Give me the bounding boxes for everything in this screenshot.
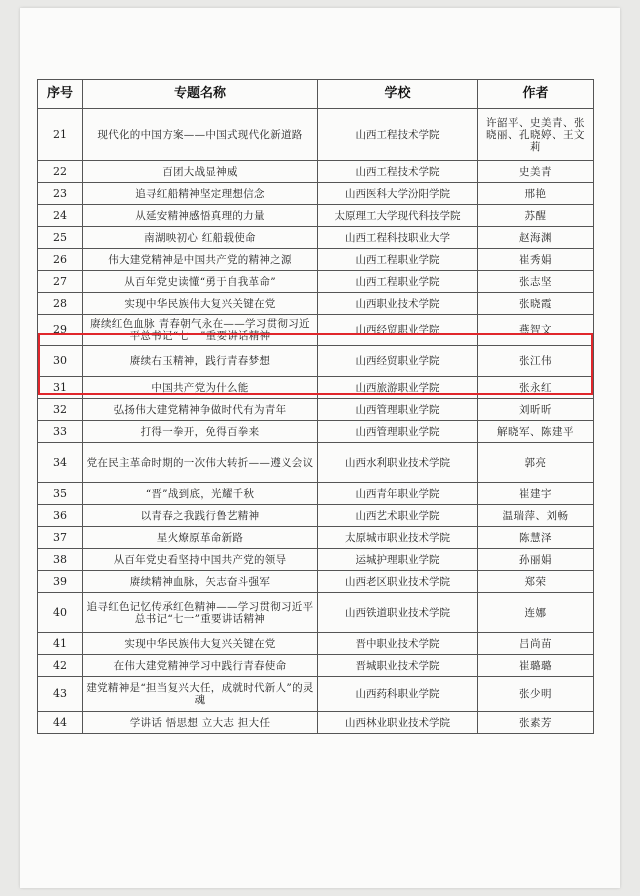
cell-no: 27 — [38, 271, 83, 293]
cell-no: 29 — [38, 315, 83, 346]
cell-topic: 百团大战显神威 — [83, 161, 318, 183]
cell-topic: 追寻红船精神坚定理想信念 — [83, 183, 318, 205]
cell-author: 崔建宇 — [478, 483, 594, 505]
cell-no: 33 — [38, 421, 83, 443]
cell-no: 38 — [38, 549, 83, 571]
cell-author: 陈慧泽 — [478, 527, 594, 549]
cell-author: 张晓霞 — [478, 293, 594, 315]
cell-school: 山西工程技术学院 — [318, 161, 478, 183]
cell-author: 张少明 — [478, 677, 594, 712]
cell-no: 26 — [38, 249, 83, 271]
cell-author: 郭亮 — [478, 443, 594, 483]
cell-school: 山西工程技术学院 — [318, 109, 478, 161]
cell-author: 崔秀娟 — [478, 249, 594, 271]
cell-school: 山西艺术职业学院 — [318, 505, 478, 527]
table-row — [38, 205, 594, 227]
table-header-row — [38, 80, 594, 109]
table-row — [38, 227, 594, 249]
cell-author: 许韶平、史美青、张晓丽、孔晓婷、王文莉 — [478, 109, 594, 161]
cell-author: 孙丽娟 — [478, 549, 594, 571]
cell-topic: 学讲话 悟思想 立大志 担大任 — [83, 712, 318, 734]
table-row — [38, 161, 594, 183]
cell-no: 41 — [38, 633, 83, 655]
cell-author: 温瑞萍、刘畅 — [478, 505, 594, 527]
cell-no: 31 — [38, 377, 83, 399]
cell-school: 山西管理职业学院 — [318, 399, 478, 421]
header-no: 序号 — [38, 80, 83, 109]
cell-school: 山西工程职业学院 — [318, 249, 478, 271]
cell-school: 晋城职业技术学院 — [318, 655, 478, 677]
cell-topic: 从百年党史看坚持中国共产党的领导 — [83, 549, 318, 571]
topic-table — [37, 79, 594, 734]
cell-topic: 以青春之我践行鲁艺精神 — [83, 505, 318, 527]
table-row — [38, 315, 594, 346]
table-row — [38, 377, 594, 399]
cell-no: 30 — [38, 346, 83, 377]
cell-school: 山西经贸职业学院 — [318, 346, 478, 377]
cell-school: 太原理工大学现代科技学院 — [318, 205, 478, 227]
table-row — [38, 483, 594, 505]
cell-author: 连娜 — [478, 593, 594, 633]
table-row — [38, 712, 594, 734]
cell-school: 山西水利职业技术学院 — [318, 443, 478, 483]
cell-author: 赵海渊 — [478, 227, 594, 249]
cell-topic: 赓续精神血脉，矢志奋斗强军 — [83, 571, 318, 593]
cell-author: 郑荣 — [478, 571, 594, 593]
cell-school: 山西管理职业学院 — [318, 421, 478, 443]
cell-school: 山西铁道职业技术学院 — [318, 593, 478, 633]
cell-no: 40 — [38, 593, 83, 633]
cell-author: 吕尚苗 — [478, 633, 594, 655]
cell-author: 张素芳 — [478, 712, 594, 734]
cell-topic: 星火燎原革命新路 — [83, 527, 318, 549]
cell-author: 刘昕昕 — [478, 399, 594, 421]
cell-topic: 弘扬伟大建党精神争做时代有为青年 — [83, 399, 318, 421]
cell-topic: 中国共产党为什么能 — [83, 377, 318, 399]
cell-topic: 南湖映初心 红船载使命 — [83, 227, 318, 249]
cell-topic: 实现中华民族伟大复兴关键在党 — [83, 633, 318, 655]
cell-topic: 从百年党史读懂“勇于自我革命” — [83, 271, 318, 293]
cell-no: 42 — [38, 655, 83, 677]
cell-topic: 伟大建党精神是中国共产党的精神之源 — [83, 249, 318, 271]
cell-author: 邢艳 — [478, 183, 594, 205]
table-row — [38, 633, 594, 655]
table-row — [38, 655, 594, 677]
table-row — [38, 293, 594, 315]
cell-school: 山西工程职业学院 — [318, 271, 478, 293]
table-row — [38, 399, 594, 421]
table-row — [38, 271, 594, 293]
cell-no: 23 — [38, 183, 83, 205]
cell-no: 43 — [38, 677, 83, 712]
cell-topic: 赓续红色血脉 青春朝气永在——学习贯彻习近平总书记“七一”重要讲话精神 — [83, 315, 318, 346]
cell-author: 解晓军、陈建平 — [478, 421, 594, 443]
cell-author: 崔璐璐 — [478, 655, 594, 677]
cell-topic: 现代化的中国方案——中国式现代化新道路 — [83, 109, 318, 161]
cell-no: 32 — [38, 399, 83, 421]
cell-school: 晋中职业技术学院 — [318, 633, 478, 655]
cell-school: 山西旅游职业学院 — [318, 377, 478, 399]
cell-topic: 追寻红色记忆传承红色精神——学习贯彻习近平总书记“七一”重要讲话精神 — [83, 593, 318, 633]
cell-school: 山西工程科技职业大学 — [318, 227, 478, 249]
cell-topic: 建党精神是“担当复兴大任，成就时代新人”的灵魂 — [83, 677, 318, 712]
cell-author: 燕智文 — [478, 315, 594, 346]
cell-no: 24 — [38, 205, 83, 227]
cell-school: 山西林业职业技术学院 — [318, 712, 478, 734]
cell-no: 36 — [38, 505, 83, 527]
cell-topic: “晋”战到底，光耀千秋 — [83, 483, 318, 505]
cell-author: 史美青 — [478, 161, 594, 183]
cell-no: 22 — [38, 161, 83, 183]
cell-topic: 赓续右玉精神，践行青春梦想 — [83, 346, 318, 377]
cell-no: 34 — [38, 443, 83, 483]
table-row — [38, 346, 594, 377]
table-row — [38, 593, 594, 633]
cell-author: 张志坚 — [478, 271, 594, 293]
cell-no: 37 — [38, 527, 83, 549]
cell-no: 35 — [38, 483, 83, 505]
header-school: 学校 — [318, 80, 478, 109]
cell-school: 山西经贸职业学院 — [318, 315, 478, 346]
cell-school: 太原城市职业技术学院 — [318, 527, 478, 549]
cell-no: 44 — [38, 712, 83, 734]
cell-author: 苏醒 — [478, 205, 594, 227]
cell-topic: 实现中华民族伟大复兴关键在党 — [83, 293, 318, 315]
cell-no: 28 — [38, 293, 83, 315]
table-row — [38, 249, 594, 271]
cell-school: 山西药科职业学院 — [318, 677, 478, 712]
table-row — [38, 677, 594, 712]
cell-author: 张永红 — [478, 377, 594, 399]
table-row — [38, 421, 594, 443]
table-row — [38, 443, 594, 483]
table-row — [38, 571, 594, 593]
cell-topic: 党在民主革命时期的一次伟大转折——遵义会议 — [83, 443, 318, 483]
header-author: 作者 — [478, 80, 594, 109]
cell-school: 山西青年职业学院 — [318, 483, 478, 505]
table-row — [38, 549, 594, 571]
table-row — [38, 527, 594, 549]
cell-school: 运城护理职业学院 — [318, 549, 478, 571]
cell-school: 山西医科大学汾阳学院 — [318, 183, 478, 205]
table-row — [38, 183, 594, 205]
cell-no: 21 — [38, 109, 83, 161]
cell-school: 山西职业技术学院 — [318, 293, 478, 315]
cell-school: 山西老区职业技术学院 — [318, 571, 478, 593]
table-row — [38, 109, 594, 161]
cell-topic: 打得一拳开，免得百拳来 — [83, 421, 318, 443]
cell-author: 张江伟 — [478, 346, 594, 377]
cell-topic: 从延安精神感悟真理的力量 — [83, 205, 318, 227]
cell-topic: 在伟大建党精神学习中践行青春使命 — [83, 655, 318, 677]
cell-no: 39 — [38, 571, 83, 593]
table-row — [38, 505, 594, 527]
cell-no: 25 — [38, 227, 83, 249]
header-topic: 专题名称 — [83, 80, 318, 109]
